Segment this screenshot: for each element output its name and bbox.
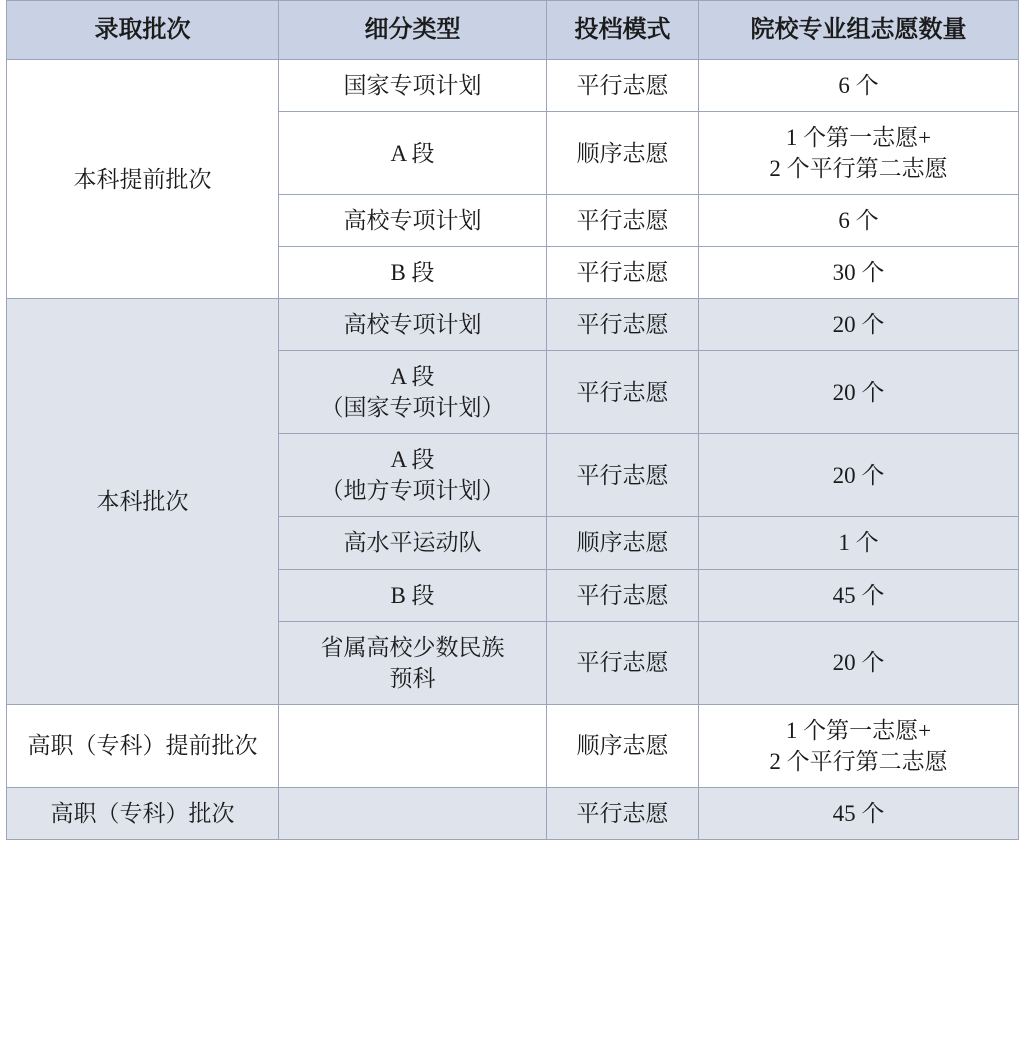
cell-line: 45 个: [832, 582, 885, 608]
cell-mode: 顺序志愿: [547, 704, 699, 787]
cell-line: 省属高校少数民族: [320, 634, 505, 660]
cell-subtype: 高水平运动队: [279, 517, 547, 569]
table-row: [7, 787, 1019, 839]
column-header-subtype: 细分类型: [279, 1, 547, 60]
cell-count: [699, 704, 1019, 787]
cell-line: 20 个: [832, 650, 885, 676]
admission-batch-table: [6, 0, 1019, 840]
cell-count: [699, 112, 1019, 195]
cell-line: 30 个: [832, 260, 885, 286]
cell-count: [699, 517, 1019, 569]
cell-line: 6 个: [838, 208, 879, 234]
cell-subtype: 高校专项计划: [279, 299, 547, 351]
table-body: [7, 60, 1019, 840]
cell-mode: 平行志愿: [547, 569, 699, 621]
cell-mode: 平行志愿: [547, 195, 699, 247]
cell-subtype: 国家专项计划: [279, 60, 547, 112]
cell-count: [699, 195, 1019, 247]
cell-count: [699, 434, 1019, 517]
cell-line: 预科: [389, 665, 436, 691]
cell-line: 1 个第一志愿+: [785, 125, 932, 151]
cell-line: 2 个平行第二志愿: [769, 748, 948, 774]
header-row: [7, 1, 1019, 60]
cell-count: [699, 569, 1019, 621]
cell-mode: 平行志愿: [547, 299, 699, 351]
cell-batch: 本科提前批次: [7, 60, 279, 299]
cell-count: [699, 247, 1019, 299]
cell-subtype: [279, 787, 547, 839]
cell-line: A 段: [390, 364, 435, 390]
table-row: [7, 704, 1019, 787]
cell-count: [699, 351, 1019, 434]
cell-subtype: [279, 434, 547, 517]
cell-line: （地方专项计划）: [320, 478, 505, 504]
cell-subtype: B 段: [279, 569, 547, 621]
cell-mode: 平行志愿: [547, 60, 699, 112]
cell-batch: 高职（专科）提前批次: [7, 704, 279, 787]
cell-count: [699, 60, 1019, 112]
cell-mode: 平行志愿: [547, 434, 699, 517]
cell-line: 45 个: [832, 800, 885, 826]
cell-subtype: 高校专项计划: [279, 195, 547, 247]
cell-subtype: A 段: [279, 112, 547, 195]
cell-batch: 本科批次: [7, 299, 279, 704]
cell-mode: 平行志愿: [547, 621, 699, 704]
column-header-count: 院校专业组志愿数量: [699, 1, 1019, 60]
table-header: [7, 1, 1019, 60]
cell-line: 20 个: [832, 312, 885, 338]
cell-count: [699, 299, 1019, 351]
table-row: [7, 299, 1019, 351]
cell-count: [699, 621, 1019, 704]
cell-mode: 顺序志愿: [547, 517, 699, 569]
cell-mode: 平行志愿: [547, 351, 699, 434]
column-header-mode: 投档模式: [547, 1, 699, 60]
cell-mode: 顺序志愿: [547, 112, 699, 195]
cell-line: 1 个第一志愿+: [785, 717, 932, 743]
cell-subtype: [279, 351, 547, 434]
cell-mode: 平行志愿: [547, 247, 699, 299]
cell-line: 20 个: [832, 379, 885, 405]
cell-line: （国家专项计划）: [320, 395, 505, 421]
cell-line: 2 个平行第二志愿: [769, 156, 948, 182]
cell-mode: 平行志愿: [547, 787, 699, 839]
column-header-batch: 录取批次: [7, 1, 279, 60]
cell-line: 6 个: [838, 73, 879, 98]
cell-line: A 段: [390, 447, 435, 473]
table-row: [7, 60, 1019, 112]
cell-count: [699, 787, 1019, 839]
cell-subtype: [279, 621, 547, 704]
cell-subtype: [279, 704, 547, 787]
cell-line: 1 个: [838, 530, 879, 556]
cell-subtype: B 段: [279, 247, 547, 299]
cell-line: 20 个: [832, 462, 885, 488]
cell-batch: 高职（专科）批次: [7, 787, 279, 839]
